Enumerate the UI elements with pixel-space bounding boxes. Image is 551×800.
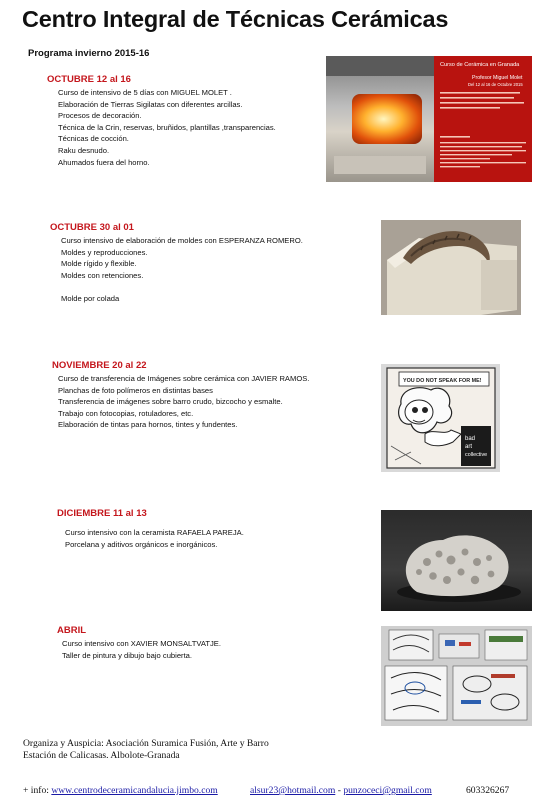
phone-number: 603326267 — [466, 785, 510, 796]
comic-speech-text: YOU DO NOT SPEAK FOR ME! — [403, 378, 482, 384]
section-line: Ahumados fuera del horno. — [58, 157, 150, 167]
painted-plates-photo — [381, 626, 532, 726]
section-line: Molde rígido y flexible. — [61, 259, 137, 269]
poster-fine-print — [434, 56, 532, 182]
section-heading-octubre-12: OCTUBRE 12 al 16 — [47, 74, 131, 85]
svg-text:bad: bad — [465, 436, 476, 442]
comic-transfer-photo — [381, 364, 500, 472]
section-heading-noviembre: NOVIEMBRE 20 al 22 — [52, 360, 147, 371]
kiln-photo — [326, 56, 434, 182]
section-line: Elaboración de Tierras Sigilatas con diferentes arcillas. — [58, 99, 243, 109]
footer-line-organizer: Organiza y Auspicia: Asociación Suramica Fusión, Arte y Barro — [23, 738, 269, 749]
section-body-octubre-30 — [61, 235, 303, 305]
section-body-noviembre — [58, 373, 309, 431]
section-line: Taller de pintura y dibujo bajo cubierta. — [62, 650, 193, 660]
poster-dates: Del 12 al 16 de Octubre 2015 — [468, 82, 523, 87]
footer-emails — [250, 785, 432, 796]
section-line: Moldes con retenciones. — [61, 270, 144, 280]
section-line — [61, 281, 303, 293]
section-line: Porcelana y aditivos orgánicos e inorgánicos. — [65, 539, 218, 549]
email-separator: - — [335, 785, 344, 796]
section-line: Trabajo con fotocopias, rotuladores, etc. — [58, 408, 194, 418]
website-link[interactable]: www.centrodeceramicandalucia.jimbo.com — [51, 785, 218, 796]
section-line: Curso intensivo de elaboración de moldes con ESPERANZA ROMERO. — [61, 236, 303, 245]
section-line: Curso intensivo con XAVIER MONSALTVATJE. — [62, 639, 221, 648]
section-body-abril — [62, 638, 221, 661]
section-body-octubre-12 — [58, 87, 276, 168]
section-body-diciembre — [65, 527, 244, 550]
footer-line-location: Estación de Calicasas. Albolote-Granada — [23, 750, 180, 762]
mold-photo — [381, 220, 521, 315]
section-line: Planchas de foto polímeros en distintas bases — [58, 385, 213, 395]
section-line: Curso de intensivo de 5 días con MIGUEL MOLET . — [58, 88, 232, 97]
section-heading-diciembre: DICIEMBRE 11 al 13 — [57, 508, 147, 519]
email-link-punzoceci[interactable]: punzoceci@gmail.com — [343, 785, 432, 796]
section-line: Técnicas de cocción. — [58, 134, 129, 144]
section-line: Curso intensivo con la ceramista RAFAELA PAREJA. — [65, 528, 244, 537]
email-link-alsur[interactable]: alsur23@hotmail.com — [250, 785, 336, 796]
footer-organizer — [23, 738, 269, 763]
section-line: Técnica de la Crin, reservas, bruñidos, plantillas ,transparencias. — [58, 122, 276, 132]
section-line: Moldes y reproducciones. — [61, 247, 148, 257]
svg-text:collective: collective — [465, 452, 488, 458]
porcelain-sculpture-photo — [381, 510, 532, 611]
section-line: Elaboración de tintas para hornos, tintes y fundentes. — [58, 420, 238, 430]
info-prefix: + info: — [23, 785, 52, 796]
footer-info — [23, 785, 218, 796]
section-line: Curso de transferencia de Imágenes sobre cerámica con JAVIER RAMOS. — [58, 374, 310, 383]
section-line: Transferencia de imágenes sobre barro crudo, bizcocho y esmalte. — [58, 397, 283, 407]
poster-panel — [434, 56, 532, 182]
section-heading-abril: ABRIL — [57, 625, 87, 636]
course-poster-image — [326, 56, 532, 182]
section-line: Molde por colada — [61, 293, 120, 303]
poster-title: Curso de Cerámica en Granada — [440, 62, 520, 68]
poster-teacher: Profesor Miguel Molet — [472, 75, 523, 81]
section-line: Raku desnudo. — [58, 145, 110, 155]
section-heading-octubre-30: OCTUBRE 30 al 01 — [50, 222, 134, 233]
section-line: Procesos de decoración. — [58, 111, 142, 121]
program-subtitle: Programa invierno 2015-16 — [28, 48, 150, 59]
svg-text:art: art — [465, 444, 473, 450]
page-title: Centro Integral de Técnicas Cerámicas — [22, 6, 449, 32]
